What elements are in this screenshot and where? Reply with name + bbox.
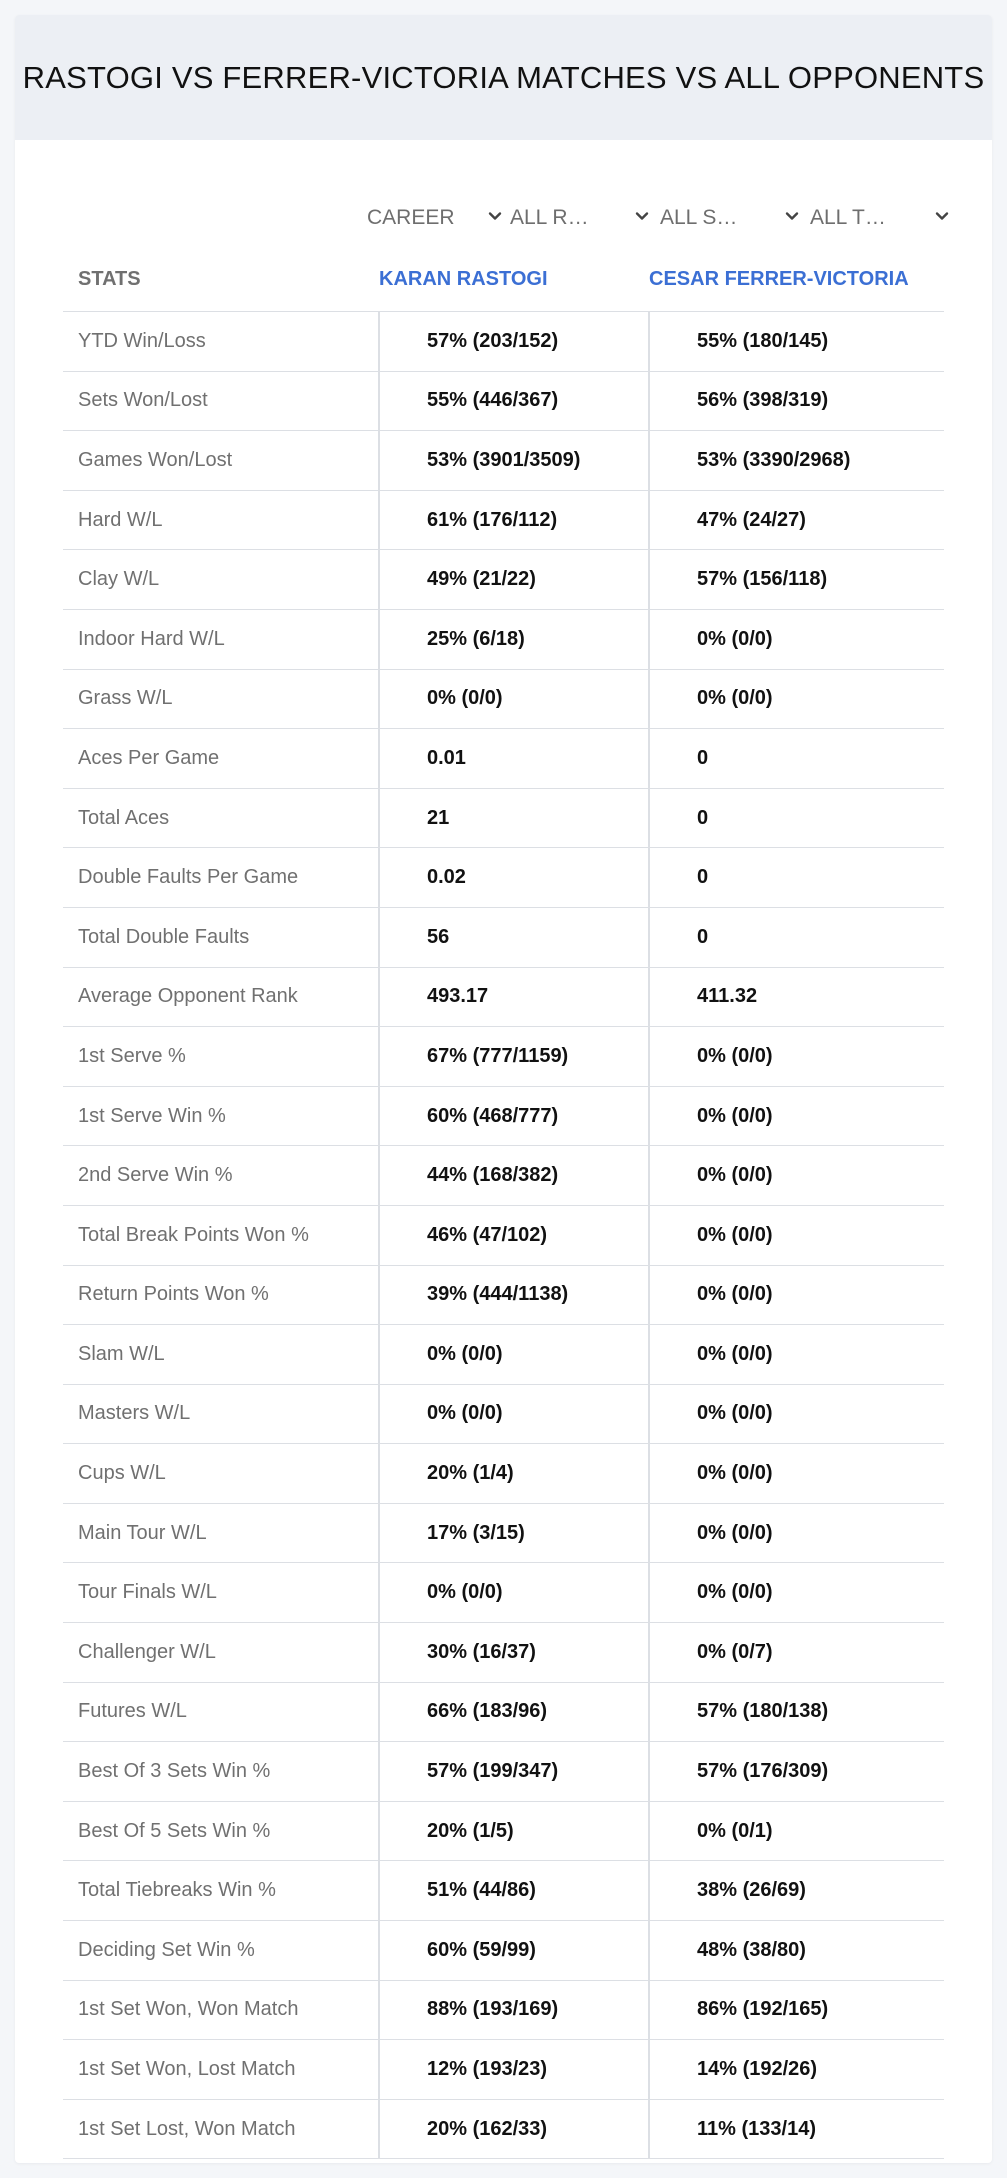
- player1-value: 55% (446/367): [427, 389, 559, 412]
- table-row: [63, 848, 944, 908]
- player2-value: 411.32: [697, 985, 758, 1008]
- stat-label: Indoor Hard W/L: [78, 627, 225, 650]
- player1-value: 66% (183/96): [427, 1700, 548, 1723]
- filter-surfaces-select[interactable]: [660, 190, 802, 246]
- stats-card: [15, 15, 992, 2163]
- player1-value: 493.17: [427, 985, 489, 1008]
- table-row: [63, 1921, 944, 1981]
- stat-label: Tour Finals W/L: [78, 1581, 217, 1604]
- page-title: RASTOGI VS FERRER-VICTORIA MATCHES VS ALL OPPONENTS: [22, 59, 985, 95]
- player1-value: 60% (468/777): [427, 1104, 559, 1127]
- filter-tournaments-select[interactable]: [810, 190, 952, 246]
- player2-value: 0% (0/7): [697, 1640, 773, 1663]
- stat-label: 1st Serve Win %: [78, 1104, 226, 1127]
- table-row: [63, 908, 944, 968]
- player2-value: 0: [697, 746, 709, 769]
- stat-label: Double Faults Per Game: [78, 866, 299, 889]
- player2-value: 56% (398/319): [697, 389, 829, 412]
- player1-value: 21: [427, 806, 450, 829]
- header-player2-link[interactable]: CESAR FERRER-VICTORIA: [649, 267, 909, 290]
- filter-bar: [15, 190, 992, 246]
- header-player1-link[interactable]: KARAN RASTOGI: [379, 267, 548, 290]
- stat-label: 1st Set Won, Won Match: [78, 1998, 299, 2021]
- table-row: [63, 1742, 944, 1802]
- table-row: [63, 1206, 944, 1266]
- stat-label: Total Double Faults: [78, 925, 250, 948]
- table-row: [63, 431, 944, 491]
- player2-value: 0: [697, 925, 709, 948]
- player2-value: 0% (0/0): [697, 1462, 773, 1485]
- player1-value: 20% (1/4): [427, 1462, 514, 1485]
- player1-value: 51% (44/86): [427, 1879, 536, 1902]
- stat-label: Return Points Won %: [78, 1283, 269, 1306]
- stat-label: Challenger W/L: [78, 1640, 216, 1663]
- player2-value: 86% (192/165): [697, 1998, 829, 2021]
- table-row: [63, 1861, 944, 1921]
- player1-value: 88% (193/169): [427, 1998, 559, 2021]
- stat-label: 1st Set Lost, Won Match: [78, 2117, 296, 2140]
- table-row: [63, 2040, 944, 2100]
- player1-value: 67% (777/1159): [427, 1044, 569, 1067]
- player1-value: 57% (203/152): [427, 329, 559, 352]
- player1-value: 46% (47/102): [427, 1223, 548, 1246]
- player2-value: 0% (0/0): [697, 687, 773, 710]
- stat-label: Total Tiebreaks Win %: [78, 1879, 276, 1902]
- table-header: [63, 247, 944, 312]
- table-row: [63, 729, 944, 789]
- player1-value: 49% (21/22): [427, 568, 536, 591]
- table-row: [63, 312, 944, 372]
- stat-label: Best Of 5 Sets Win %: [78, 1819, 271, 1842]
- player1-value: 12% (193/23): [427, 2058, 548, 2081]
- table-row: [63, 1385, 944, 1445]
- player1-value: 17% (3/15): [427, 1521, 525, 1544]
- filter-tournaments-label: ALL T…: [810, 206, 886, 229]
- table-row: [63, 1504, 944, 1564]
- stat-label: Total Aces: [78, 806, 170, 829]
- table-row: [63, 372, 944, 432]
- stat-label: Cups W/L: [78, 1462, 166, 1485]
- filter-rounds-select[interactable]: [510, 190, 652, 246]
- table-row: [63, 1325, 944, 1385]
- player1-value: 57% (199/347): [427, 1760, 559, 1783]
- player1-value: 20% (162/33): [427, 2117, 548, 2140]
- filter-career-label: CAREER: [367, 206, 455, 229]
- player2-value: 0: [697, 806, 709, 829]
- stat-label: Slam W/L: [78, 1342, 165, 1365]
- player2-value: 14% (192/26): [697, 2058, 818, 2081]
- stat-label: Grass W/L: [78, 687, 173, 710]
- chevron-down-icon: [934, 208, 950, 224]
- table-row: [63, 670, 944, 730]
- header-stats: STATS: [78, 267, 141, 290]
- stat-label: YTD Win/Loss: [78, 329, 206, 352]
- table-body: [63, 312, 944, 2159]
- table-row: [63, 491, 944, 551]
- stat-label: Total Break Points Won %: [78, 1223, 309, 1246]
- player2-value: 57% (176/309): [697, 1760, 829, 1783]
- player2-value: 0% (0/0): [697, 1402, 773, 1425]
- player2-value: 57% (180/138): [697, 1700, 829, 1723]
- table-row: [63, 789, 944, 849]
- table-row: [63, 1444, 944, 1504]
- player2-value: 47% (24/27): [697, 508, 806, 531]
- player1-value: 0% (0/0): [427, 1402, 503, 1425]
- player1-value: 0.01: [427, 746, 466, 769]
- table-row: [63, 610, 944, 670]
- player2-value: 48% (38/80): [697, 1938, 806, 1961]
- filter-career-select[interactable]: [367, 190, 505, 246]
- player2-value: 0% (0/0): [697, 1104, 773, 1127]
- player1-value: 30% (16/37): [427, 1640, 536, 1663]
- player2-value: 0% (0/0): [697, 1521, 773, 1544]
- player1-value: 56: [427, 925, 450, 948]
- table-row: [63, 1563, 944, 1623]
- player1-value: 0% (0/0): [427, 687, 503, 710]
- stat-label: Best Of 3 Sets Win %: [78, 1760, 271, 1783]
- player2-value: 0% (0/0): [697, 1283, 773, 1306]
- player2-value: 53% (3390/2968): [697, 448, 851, 471]
- table-row: [63, 2100, 944, 2160]
- player1-value: 0% (0/0): [427, 1581, 503, 1604]
- filter-surfaces-label: ALL S…: [660, 206, 738, 229]
- player1-value: 53% (3901/3509): [427, 448, 581, 471]
- player2-value: 0% (0/0): [697, 1044, 773, 1067]
- stat-label: Futures W/L: [78, 1700, 187, 1723]
- chevron-down-icon: [487, 208, 503, 224]
- table-row: [63, 1981, 944, 2041]
- stat-label: 1st Serve %: [78, 1044, 186, 1067]
- table-row: [63, 1802, 944, 1862]
- player1-value: 39% (444/1138): [427, 1283, 569, 1306]
- stat-label: Deciding Set Win %: [78, 1938, 255, 1961]
- stats-table: [63, 247, 944, 2159]
- player1-value: 0.02: [427, 866, 466, 889]
- player2-value: 0% (0/0): [697, 1223, 773, 1246]
- player2-value: 0% (0/0): [697, 627, 773, 650]
- table-row: [63, 1266, 944, 1326]
- player1-value: 44% (168/382): [427, 1164, 559, 1187]
- player2-value: 0% (0/0): [697, 1581, 773, 1604]
- player1-value: 61% (176/112): [427, 508, 558, 531]
- chevron-down-icon: [784, 208, 800, 224]
- stat-label: 1st Set Won, Lost Match: [78, 2058, 296, 2081]
- stat-label: Sets Won/Lost: [78, 389, 208, 412]
- chevron-down-icon: [634, 208, 650, 224]
- table-row: [63, 1087, 944, 1147]
- table-row: [63, 968, 944, 1028]
- player2-value: 38% (26/69): [697, 1879, 806, 1902]
- player2-value: 0% (0/0): [697, 1342, 773, 1365]
- player1-value: 60% (59/99): [427, 1938, 536, 1961]
- table-row: [63, 1027, 944, 1087]
- stat-label: Average Opponent Rank: [78, 985, 298, 1008]
- player1-value: 0% (0/0): [427, 1342, 503, 1365]
- table-row: [63, 550, 944, 610]
- stat-label: 2nd Serve Win %: [78, 1164, 233, 1187]
- player2-value: 0: [697, 866, 709, 889]
- player1-value: 20% (1/5): [427, 1819, 514, 1842]
- table-row: [63, 1683, 944, 1743]
- table-row: [63, 1623, 944, 1683]
- stat-label: Games Won/Lost: [78, 448, 233, 471]
- player2-value: 0% (0/1): [697, 1819, 773, 1842]
- stat-label: Clay W/L: [78, 568, 160, 591]
- player1-value: 25% (6/18): [427, 627, 525, 650]
- player2-value: 0% (0/0): [697, 1164, 773, 1187]
- stat-label: Hard W/L: [78, 508, 163, 531]
- player2-value: 11% (133/14): [697, 2117, 816, 2140]
- card-header: [15, 15, 992, 140]
- filter-rounds-label: ALL R…: [510, 206, 589, 229]
- table-row: [63, 1146, 944, 1206]
- player2-value: 55% (180/145): [697, 329, 829, 352]
- stat-label: Aces Per Game: [78, 746, 220, 769]
- stat-label: Masters W/L: [78, 1402, 191, 1425]
- player2-value: 57% (156/118): [697, 568, 828, 591]
- stat-label: Main Tour W/L: [78, 1521, 207, 1544]
